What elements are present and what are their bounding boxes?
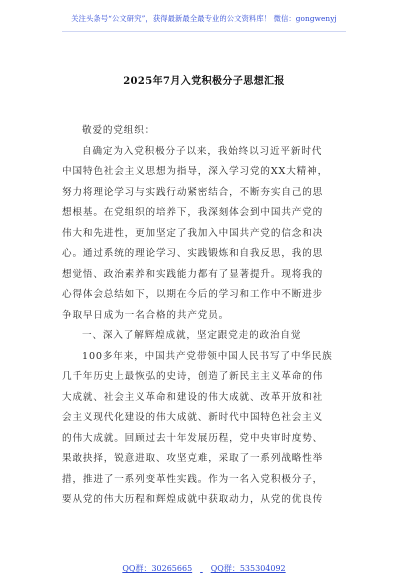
paragraph-line: 大成就、社会主义革命和建设的伟大成就、改革开放和社 bbox=[62, 391, 324, 403]
paragraph-line: 要从党的伟大历程和辉煌成就中获取动力，从党的优良传 bbox=[62, 494, 324, 505]
paragraph-line: 措，推进了一系列变革性实践。作为一名入党积极分子， bbox=[62, 473, 324, 485]
paragraph-line: 想觉悟、政治素养和实践能力都有了显著提升。现将我的 bbox=[62, 268, 324, 280]
paragraph-line: 100多年来，中国共产党带领中国人民书写了中华民族 bbox=[82, 350, 333, 362]
document-title: 2025年7月入党积极分子思想汇报 bbox=[123, 76, 285, 87]
section-heading: 一、深入了解辉煌成就，坚定跟党走的政治自觉 bbox=[82, 330, 302, 341]
paragraph-line: 心得体会总结如下，以期在今后的学习和工作中不断进步 bbox=[62, 289, 324, 300]
paragraph-line: 几千年历史上最恢弘的史诗，创造了新民主主义革命的伟 bbox=[62, 371, 324, 382]
paragraph-line: 努力将理论学习与实践行动紧密结合，不断夯实自己的思 bbox=[62, 186, 324, 198]
document-body bbox=[62, 121, 348, 511]
paragraph-line: 争取早日成为一名合格的共产党员。 bbox=[62, 309, 230, 321]
paragraph-line: 会主义现代化建设的伟大成就、新时代中国特色社会主义 bbox=[62, 412, 324, 423]
paragraph-line: 心。通过系统的理论学习、实践锻炼和自我反思，我的思 bbox=[62, 248, 324, 259]
paragraph-line: 中国特色社会主义思想为指导，深入学习党的XX大精神， bbox=[62, 166, 329, 177]
paragraph-line: 的伟大成就。回顾过去十年发展历程，党中央审时度势、 bbox=[62, 432, 324, 444]
paragraph-line: 自确定为入党积极分子以来，我始终以习近平新时代 bbox=[82, 145, 323, 157]
footer-contact bbox=[0, 563, 408, 574]
salutation: 敬爱的党组织： bbox=[82, 125, 156, 136]
paragraph-line: 果敢抉择，锐意进取、攻坚克难，采取了一系列战略性举 bbox=[62, 453, 324, 464]
paragraph-line: 想根基。在党组织的培养下，我深刻体会到中国共产党的 bbox=[62, 207, 324, 218]
qq-group-link-1[interactable]: QQ群：30265665 bbox=[122, 564, 193, 573]
header-banner: 关注头条号“公文研究”，获得最新最全最专业的公文资料库！ 微信：gongwenyj bbox=[71, 14, 337, 23]
header-divider bbox=[62, 31, 346, 32]
qq-group-link-2[interactable]: QQ群：535304092 bbox=[210, 564, 286, 573]
paragraph-line: 伟大和先进性，更加坚定了我加入中国共产党的信念和决 bbox=[62, 227, 324, 239]
